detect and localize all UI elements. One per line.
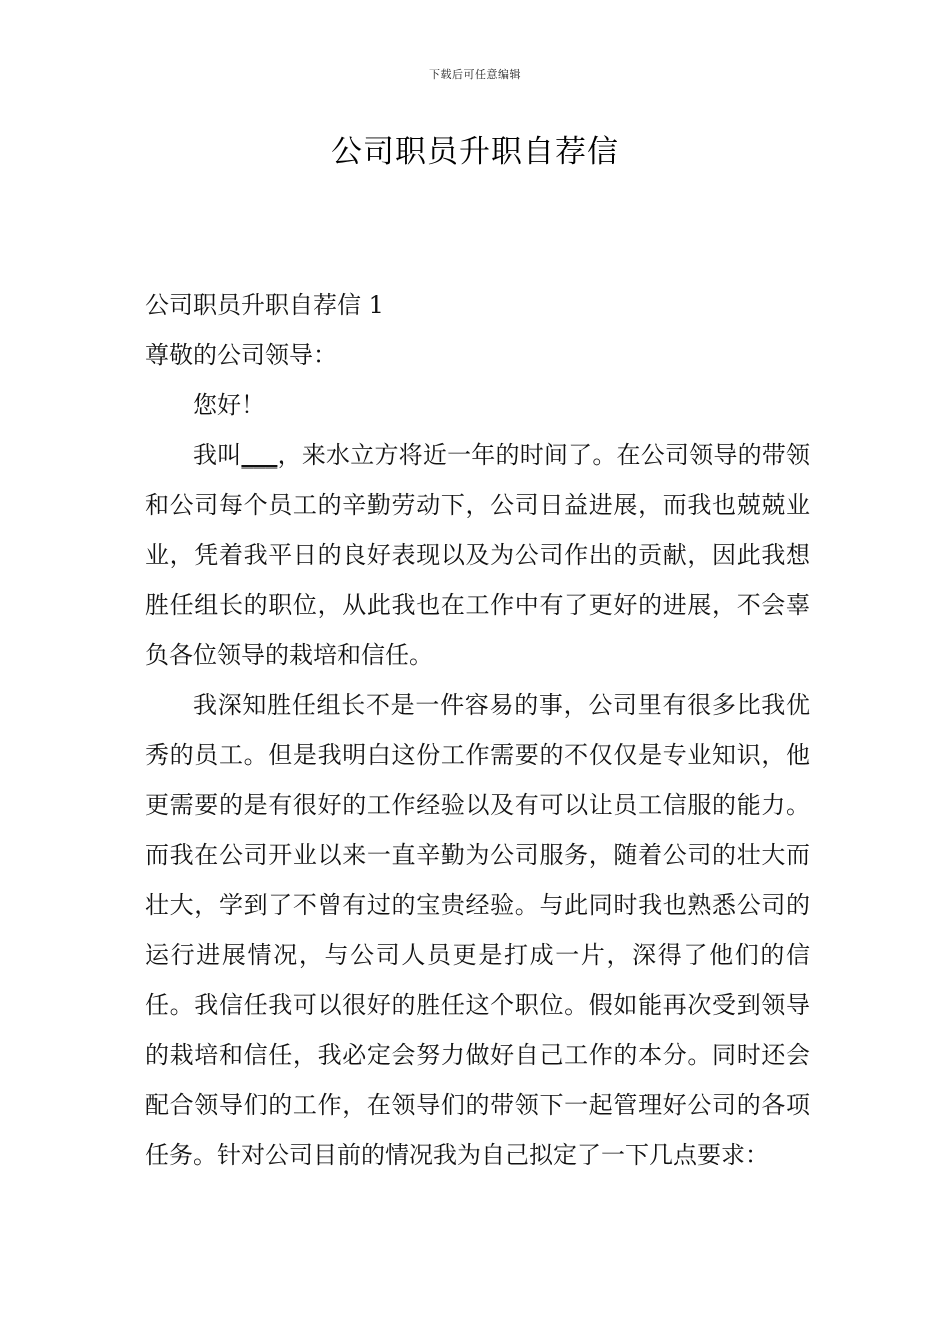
paragraph-1 <box>145 430 810 680</box>
section-heading: 公司职员升职自荐信 1 <box>145 291 384 319</box>
document-title: 公司职员升职自荐信 <box>331 134 619 170</box>
header-note: 下载后可任意编辑 <box>429 68 521 81</box>
name-blank: ___ <box>241 441 278 469</box>
greeting: 您好！ <box>193 391 265 419</box>
paragraph-1-lead: 我叫 <box>193 441 242 469</box>
paragraph-2: 我深知胜任组长不是一件容易的事，公司里有很多比我优秀的员工。但是我明白这份工作需要的不仅仅是专业知识，他更需要的是有很好的工作经验以及有可以让员工信服的能力。而我在公司开业以来一直辛勤为公司服务，随着公司的壮大而壮大，学到了不曾有过的宝贵经验。与此同时我也熟悉公司的运行进展情况，与公司人员更是打成一片，深得了他们的信任。我信任我可以很好的胜任这个职位。假如能再次受到领导的栽培和信任，我必定会努力做好自己工作的本分。同时还会配合领导们的工作，在领导们的带领下一起管理好公司的各项任务。针对公司目前的情况我为自己拟定了一下几点要求： <box>145 691 810 1169</box>
paragraph-1-text: ，来水立方将近一年的时间了。在公司领导的带领和公司每个员工的辛勤劳动下，公司日益进展，而我也兢兢业业，凭着我平日的良好表现以及为公司作出的贡献，因此我想胜任组长的职位，从此我也在工作中有了更好的进展，不会辜负各位领导的栽培和信任。 <box>145 441 811 669</box>
document-body <box>145 280 810 1180</box>
salutation: 尊敬的公司领导： <box>145 341 337 369</box>
